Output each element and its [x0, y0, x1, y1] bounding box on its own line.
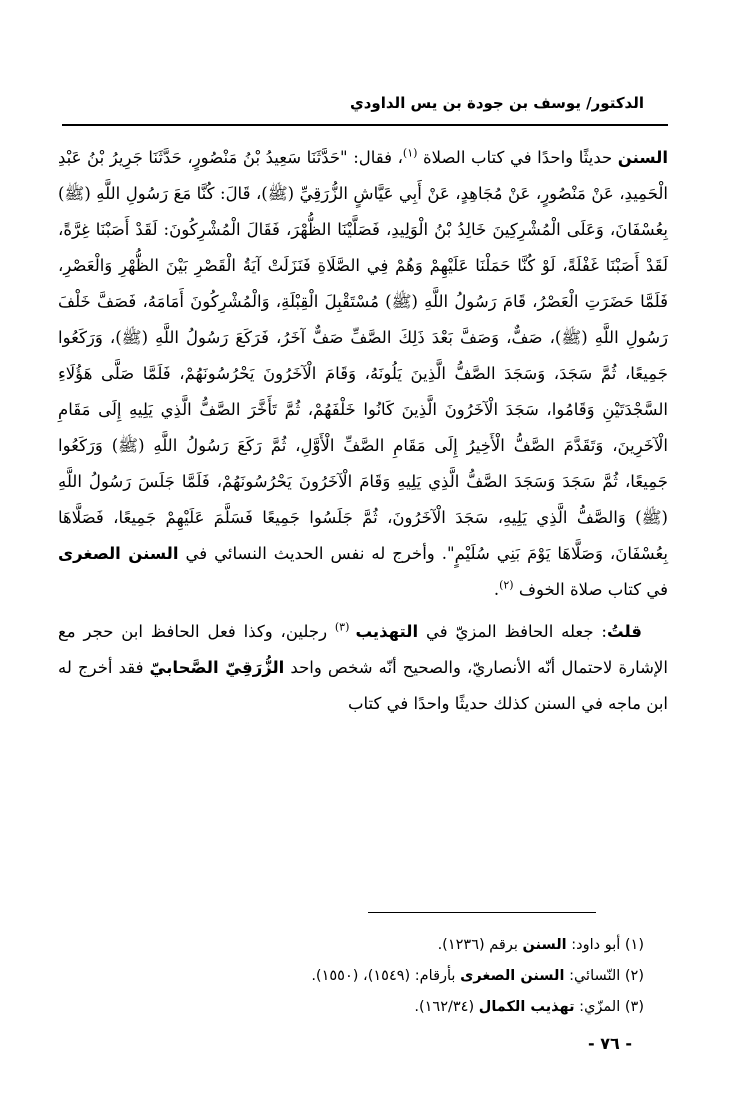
running-header-author: الدكتور/ يوسف بن جودة بن يس الداودي	[349, 94, 644, 112]
book-title-sunan-sughra: السنن الصغرى	[58, 544, 179, 563]
footnote-2-suffix: بأرقام: (١٥٤٩)، (١٥٥٠).	[311, 968, 461, 984]
paragraph-1-text-a: حديثًا واحدًا في كتاب الصلاة	[417, 148, 618, 167]
paragraph-2-text-c: فقد أخرج له ابن ماجه في السنن كذلك حديثًا واحدًا في كتاب	[58, 658, 668, 713]
book-title-tahdhib: التهذيب	[355, 622, 419, 641]
paragraph-2	[58, 614, 668, 722]
hadith-text: ، فقال: "حَدَّثَنَا سَعِيدُ بْنُ مَنْصُورٍ، حَدَّثَنَا جَرِيرُ بْنُ عَبْدِ الْحَمِيدِ، عَنْ مَنْصُورٍ، عَنْ مُجَاهِدٍ، عَنْ أَبِي عَيَّاشٍ الزُّرَقِيِّ (ﷺ)، قَالَ: كُنَّا مَعَ رَسُولِ اللَّهِ (ﷺ) بِعُسْفَانَ، وَعَلَى الْمُشْرِكِينَ خَالِدُ بْنُ الْوَلِيدِ، فَصَلَّيْنَا الظُّهْرَ، فَقَالَ الْمُشْرِكُونَ: لَقَدْ أَصَبْنَا غِرَّةً، لَقَدْ أَصَبْنَا غَفْلَةً، لَوْ كُنَّا حَمَلْنَا عَلَيْهِمْ وَهُمْ فِي الصَّلَاةِ فَنَزَلَتْ آيَةُ الْقَصْرِ بَيْنَ الظُّهْرِ وَالْعَصْرِ، فَلَمَّا حَضَرَتِ الْعَصْرُ، قَامَ رَسُولُ اللَّهِ (ﷺ) مُسْتَقْبِلَ الْقِبْلَةِ، وَالْمُشْرِكُونَ أَمَامَهُ، فَصَفَّ خَلْفَ رَسُولِ اللَّهِ (ﷺ)، صَفٌّ، وَصَفَّ بَعْدَ ذَلِكَ الصَّفِّ صَفٌّ آخَرُ، فَرَكَعَ رَسُولُ اللَّهِ (ﷺ)، وَرَكَعُوا جَمِيعًا، ثُمَّ سَجَدَ، وَسَجَدَ الصَّفُّ الَّذِينَ يَلُونَهُ، وَقَامَ الْآخَرُونَ يَحْرُسُونَهُمْ، فَلَمَّا صَلَّى هَؤُلَاءِ السَّجْدَتَيْنِ وَقَامُوا، سَجَدَ الْآخَرُونَ الَّذِينَ كَانُوا خَلْفَهُمْ، ثُمَّ تَأَخَّرَ الصَّفُّ الَّذِي يَلِيهِ إِلَى مَقَامِ الْآخَرِينَ، وَتَقَدَّمَ الصَّفُّ الْأَخِيرُ إِلَى مَقَامِ الصَّفِّ الْأَوَّلِ، ثُمَّ رَكَعَ رَسُولُ اللَّهِ (ﷺ) وَرَكَعُوا جَمِيعًا، ثُمَّ سَجَدَ وَسَجَدَ الصَّفُّ الَّذِي يَلِيهِ وَقَامَ الْآخَرُونَ يَحْرُسُونَهُمْ، فَلَمَّا جَلَسَ رَسُولُ اللَّهِ (ﷺ) وَالصَّفُّ الَّذِي يَلِيهِ، سَجَدَ الْآخَرُونَ، ثُمَّ جَلَسُوا جَمِيعًا فَسَلَّمَ عَلَيْهِمْ جَمِيعًا، فَصَلَّاهَا بِعُسْفَانَ، وَصَلَّاهَا يَوْمَ بَنِي سُلَيْمٍ". وأخرج له نفس الحديث النسائي في	[58, 148, 669, 563]
footnote-ref-1: (١)	[402, 146, 418, 160]
footnote-1-suffix: برقم (١٢٣٦).	[437, 937, 523, 953]
page-number: - ٧٦ -	[588, 1034, 632, 1053]
footnote-1	[84, 930, 644, 961]
book-title-sunan: السنن	[617, 148, 668, 167]
footnote-2	[84, 961, 644, 992]
footnote-3-suffix: (١٦٢/٣٤).	[414, 999, 479, 1015]
qultu-label: قلتُ	[606, 622, 642, 641]
footnote-2-title: السنن الصغرى	[460, 968, 565, 984]
footnote-3	[84, 992, 644, 1023]
footnote-3-prefix: (٣) المزّي:	[574, 999, 644, 1015]
header-rule	[62, 124, 668, 126]
paragraph-1-end: .	[493, 580, 500, 599]
paragraph-1	[58, 140, 668, 608]
footnote-1-prefix: (١) أبو داود:	[566, 937, 644, 953]
paragraph-2-text-b: رجلين، وكذا فعل الحافظ ابن حجر مع الإشارة لاحتمال أنّه الأنصاريّ، والصحيح أنّه شخص واحد	[58, 622, 668, 677]
footnote-ref-3: (٣)	[334, 620, 356, 634]
paragraph-1-text-b: في كتاب صلاة الخوف	[513, 580, 668, 599]
footnotes	[84, 930, 644, 1023]
body-text	[58, 140, 668, 722]
name-zuraqi: الزُّرَقِيّ الصَّحابيّ	[149, 658, 285, 677]
footnote-3-title: تهذيب الكمال	[478, 999, 575, 1015]
footnote-2-prefix: (٢) النّسائي:	[564, 968, 644, 984]
footnote-1-title: السنن	[522, 937, 567, 953]
footnote-separator	[368, 912, 596, 913]
footnote-ref-2: (٢)	[499, 578, 514, 592]
paragraph-2-text-a: : جعله الحافظ المزيّ في	[418, 622, 607, 641]
